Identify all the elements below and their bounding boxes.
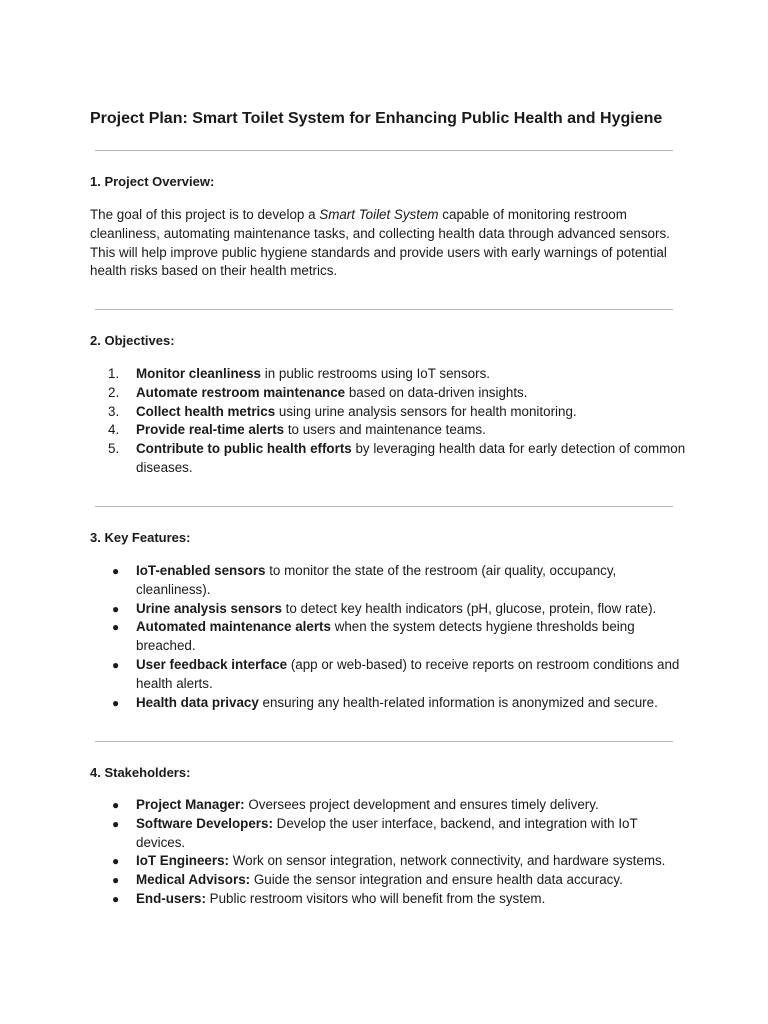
item-text: when the system detects hygiene thresholds being breached. (136, 619, 635, 654)
item-bold: Provide real-time alerts (136, 422, 285, 438)
objectives-list (90, 365, 690, 478)
section-divider (95, 309, 673, 310)
section-divider (95, 741, 673, 742)
bullet-icon: ● (112, 601, 120, 616)
item-text: to users and maintenance teams. (284, 422, 486, 438)
bullet-icon: ● (112, 620, 120, 635)
bullet-icon: ● (112, 564, 120, 578)
item-bold: Contribute to public health efforts (136, 441, 352, 457)
list-item (90, 815, 690, 853)
list-item (90, 365, 690, 384)
list-item (90, 852, 690, 871)
list-item (90, 440, 690, 478)
bullet-icon: ● (112, 695, 120, 710)
stakeholders-heading: 4. Stakeholders: (90, 765, 191, 780)
item-text: Develop the user interface, backend, and integration with IoT devices. (136, 815, 638, 850)
document-title: Project Plan: Smart Toilet System for Enhancing Public Health and Hygiene (90, 110, 663, 127)
bullet-icon: ● (112, 657, 120, 672)
item-text: Guide the sensor integration and ensure health data accuracy. (250, 872, 623, 888)
bullet-icon: ● (112, 854, 120, 869)
item-bold: Automated maintenance alerts (136, 619, 331, 635)
list-marker: 4. (108, 422, 120, 438)
item-bold: Automate restroom maintenance (136, 384, 346, 400)
list-item (90, 421, 690, 440)
item-bold: Project Manager: (136, 797, 245, 812)
list-item (90, 656, 690, 694)
item-text: by leveraging health data for early detection of common diseases. (136, 441, 686, 475)
list-marker: 5. (108, 441, 120, 457)
item-text: (app or web-based) to receive reports on restroom conditions and health alerts. (136, 656, 680, 691)
features-list (90, 562, 690, 712)
item-text: Work on sensor integration, network connectivity, and hardware systems. (229, 853, 666, 869)
objectives-heading: 2. Objectives: (90, 333, 175, 348)
list-marker: 1. (108, 366, 120, 381)
overview-paragraph (90, 206, 680, 281)
item-text: Public restroom visitors who will benefit from the system. (205, 890, 546, 906)
list-item (90, 562, 690, 600)
list-item (90, 384, 690, 403)
item-text: in public restrooms using IoT sensors. (261, 366, 490, 381)
list-item (90, 871, 690, 890)
bullet-icon: ● (112, 798, 120, 812)
item-bold: IoT Engineers: (136, 853, 230, 869)
item-bold: End-users: (136, 890, 206, 906)
item-bold: Software Developers: (136, 815, 273, 831)
overview-text-after: capable of monitoring restroom cleanliness, automating maintenance tasks, and collecting health data through advanced sensors. This will help improve public hygiene standards and provide users with early warnings of potential health risks based on their health metrics. (90, 207, 670, 279)
item-bold: Health data privacy (136, 694, 259, 710)
overview-heading: 1. Project Overview: (90, 174, 215, 189)
features-heading: 3. Key Features: (90, 530, 191, 545)
item-text: ensuring any health-related information is anonymized and secure. (258, 694, 658, 710)
bullet-icon: ● (112, 873, 120, 888)
list-marker: 2. (108, 384, 120, 400)
overview-text-before: The goal of this project is to develop a (90, 207, 320, 222)
section-divider (95, 150, 673, 151)
item-bold: Urine analysis sensors (136, 600, 282, 616)
list-item (90, 618, 690, 656)
list-item (90, 890, 690, 909)
section-divider (95, 506, 673, 507)
stakeholders-list (90, 796, 690, 909)
list-item (90, 600, 690, 619)
list-item (90, 694, 690, 713)
list-item (90, 796, 690, 815)
item-text: to detect key health indicators (pH, glucose, protein, flow rate). (281, 600, 657, 616)
item-text: to monitor the state of the restroom (air quality, occupancy, cleanliness). (136, 563, 617, 597)
item-bold: Monitor cleanliness (136, 366, 262, 381)
item-bold: User feedback interface (136, 656, 288, 672)
item-bold: Collect health metrics (136, 403, 276, 419)
item-text: Oversees project development and ensures timely delivery. (244, 797, 599, 812)
item-bold: Medical Advisors: (136, 872, 251, 888)
item-text: using urine analysis sensors for health monitoring. (275, 403, 577, 419)
overview-text-emphasis: Smart Toilet System (319, 207, 439, 222)
bullet-icon: ● (112, 816, 120, 831)
item-bold: IoT-enabled sensors (136, 563, 266, 578)
item-text: based on data-driven insights. (345, 384, 528, 400)
bullet-icon: ● (112, 891, 120, 906)
list-marker: 3. (108, 403, 120, 419)
list-item (90, 403, 690, 422)
